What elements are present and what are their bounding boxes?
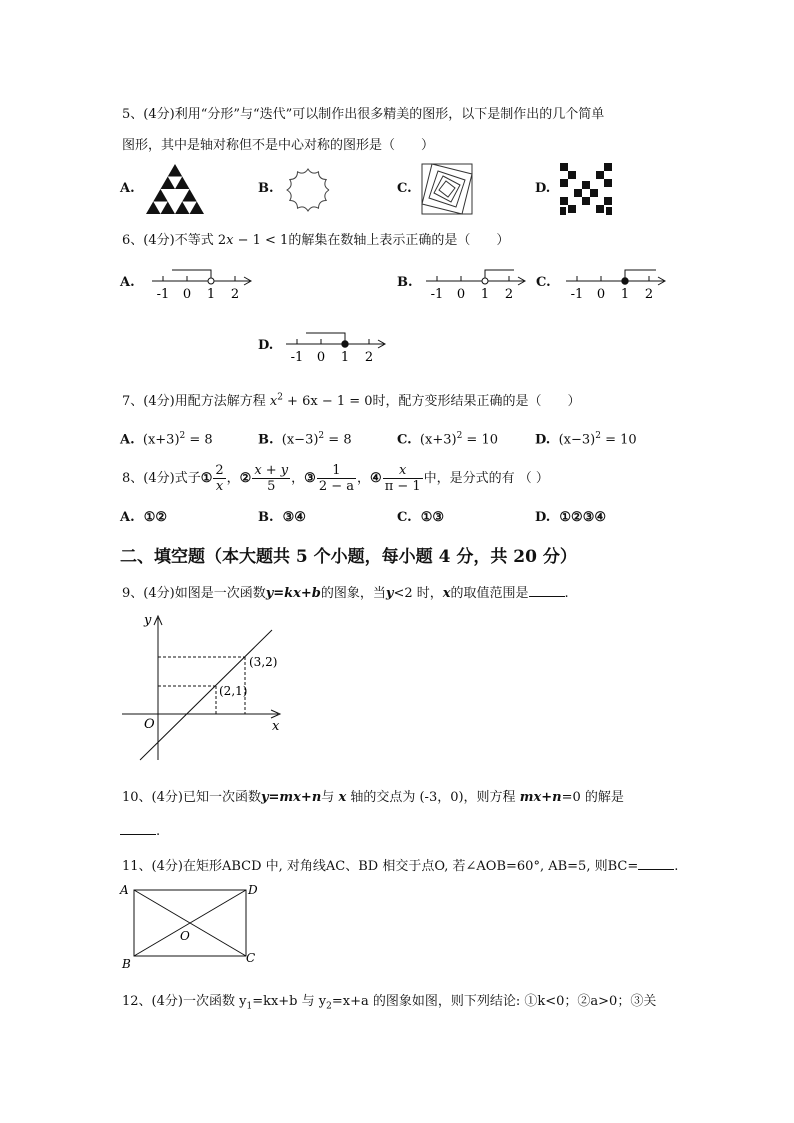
q9-answer-blank[interactable] (529, 584, 565, 597)
q10-text-a: 已知一次函数 (182, 790, 261, 805)
q6-a-tick-4: 2 (230, 287, 240, 302)
q11-stem (122, 855, 678, 874)
q8-sep-3: ， (357, 471, 371, 486)
q8-option-c[interactable] (397, 510, 444, 525)
q11-rectangle-diagram (116, 880, 266, 972)
q6-a-tick-3: 1 (206, 287, 216, 302)
q9-origin-label: O (144, 717, 155, 732)
q10-stem (122, 786, 624, 805)
q12-stem (122, 990, 656, 1012)
nested-rotated-squares-figure (421, 163, 473, 215)
q8-f4-den: π − 1 (384, 479, 421, 494)
q7-c-label: C. (397, 432, 412, 448)
q8-d-label: D. (535, 510, 551, 525)
q5-option-b[interactable]: B. (258, 181, 274, 196)
q10-text-c: 轴的交点为 (-3，0)，则方程 (350, 790, 516, 805)
q7-text-b: 时，配方变形结果正确的是（ ） (372, 394, 581, 409)
q6-option-c[interactable]: C. (536, 275, 551, 290)
q8-f2-num: x + y (254, 463, 289, 478)
q8-mark-2: ② (239, 471, 252, 486)
q6-c-tick-3: 1 (620, 287, 630, 302)
q9-var: x (442, 586, 451, 601)
q7-a-rhs: = 8 (185, 432, 213, 448)
q5-option-d[interactable]: D. (535, 181, 551, 196)
q9-func: y=kx+b (265, 586, 321, 601)
q6-b-tick-2: 0 (456, 287, 466, 302)
q10-prefix: 10、(4分) (122, 790, 183, 805)
q5-option-c[interactable]: C. (397, 181, 412, 196)
q6-c-tick-2: 0 (596, 287, 606, 302)
q8-text-a: 式子 (174, 471, 201, 486)
q6-number-line-d (284, 328, 390, 366)
q8-c-value: ①③ (420, 510, 445, 525)
q7-d-expr: (x−3) (558, 432, 596, 448)
q6-rest: − 1 < 1 (233, 233, 289, 248)
q10-text-d: =0 的解是 (561, 790, 624, 805)
q9-linear-function-graph (118, 610, 288, 770)
q7-a-label: A. (120, 432, 135, 448)
q7-a-expr: (x+3) (142, 432, 180, 448)
q8-f1-den: x (215, 479, 224, 494)
q8-f1-num: 2 (215, 463, 224, 478)
q12-sub1: 1 (246, 1001, 253, 1012)
q5-line2: 图形，其中是轴对称但不是中心对称的图形是（ ） (122, 138, 435, 153)
q7-stem (122, 390, 581, 409)
q9-point-32: (3,2) (249, 655, 278, 669)
q6-option-a[interactable]: A. (120, 275, 135, 290)
q12-prefix: 12、(4分) (122, 994, 183, 1009)
q10-func: y=mx+n (260, 790, 322, 805)
q6-a-tick-1: -1 (156, 287, 170, 302)
q6-option-b[interactable]: B. (397, 275, 413, 290)
q7-option-d[interactable] (535, 431, 637, 447)
q7-b-rhs: = 8 (324, 432, 352, 448)
q11-label-b: B (122, 957, 131, 971)
q7-prefix: 7、(4分) (122, 394, 175, 409)
q10-end: . (156, 824, 161, 839)
q7-option-a[interactable] (120, 431, 213, 447)
q11-text: 在矩形ABCD 中, 对角线AC、BD 相交于点O, 若∠AOB=60°, AB=5, 则BC= (182, 859, 639, 874)
q7-text-a: 用配方法解方程 (174, 394, 266, 409)
q6-a-tick-2: 0 (182, 287, 192, 302)
q10-answer-line (120, 822, 160, 839)
q9-prefix: 9、(4分) (122, 586, 175, 601)
q8-mark-1: ① (200, 471, 213, 486)
q7-c-expr: (x+3) (419, 432, 457, 448)
q8-f2-den: 5 (267, 479, 276, 494)
q8-b-value: ③④ (282, 510, 306, 525)
q6-c-tick-1: -1 (570, 287, 584, 302)
q7-equation (270, 394, 373, 409)
q7-c-rhs: = 10 (462, 432, 498, 448)
q10-text-b: 与 (321, 790, 335, 805)
q12-text-a: 一次函数 y (182, 994, 247, 1009)
q9-end: . (564, 586, 569, 601)
q6-b-tick-4: 2 (504, 287, 514, 302)
q11-label-a: A (120, 883, 129, 897)
q6-d-tick-3: 1 (340, 350, 350, 365)
q7-d-label: D. (535, 432, 551, 448)
q8-f4-num: x (383, 463, 423, 479)
q9-point-21: (2,1) (219, 684, 248, 698)
q8-f3-den: 2 − a (318, 479, 355, 494)
q11-answer-blank[interactable] (638, 857, 674, 870)
q8-mark-4: ④ (370, 471, 382, 486)
q7-b-expr: (x−3) (281, 432, 319, 448)
q8-option-a[interactable] (120, 510, 167, 525)
q6-c-tick-4: 2 (644, 287, 654, 302)
q6-number-line-c (564, 265, 670, 303)
q6-d-tick-1: -1 (290, 350, 304, 365)
q9-cond: <2 时， (393, 586, 443, 601)
q6-var: x (226, 233, 234, 248)
q5-line1 (122, 103, 604, 122)
q7-b-exp: 2 (318, 431, 325, 441)
q8-option-b[interactable] (258, 510, 306, 525)
q6-option-d[interactable]: D. (258, 338, 274, 353)
q7-a-exp: 2 (179, 431, 186, 441)
q6-inequality (218, 233, 288, 248)
checker-x-pattern-figure (560, 163, 612, 215)
q6-stem (122, 229, 509, 248)
q6-text-a: 不等式 (174, 233, 214, 248)
q7-d-exp: 2 (595, 431, 601, 441)
q9-cond-var: y (385, 586, 394, 601)
sierpinski-triangle-figure (144, 162, 206, 216)
q12-text-c: =x+a 的图象如图，则下列结论: ①k<0；②a>0；③关 (331, 994, 657, 1009)
q9-text-c: 的取值范围是 (450, 586, 529, 601)
q6-b-tick-3: 1 (480, 287, 490, 302)
q11-label-d: D (248, 883, 258, 897)
q7-eq-base: x (269, 394, 278, 409)
q6-number-line-a (150, 265, 256, 303)
q11-label-c: C (246, 951, 256, 965)
q8-f3-num: 1 (317, 463, 356, 479)
koch-snowflake-figure (282, 164, 334, 216)
q11-end: . (674, 859, 679, 874)
q8-sep-1: ， (226, 471, 240, 486)
q10-eq: mx+n (519, 790, 562, 805)
q7-option-b[interactable] (258, 431, 352, 447)
q11-prefix: 11、(4分) (122, 859, 183, 874)
q12-sub2: 2 (326, 1001, 332, 1012)
q6-b-tick-1: -1 (430, 287, 444, 302)
q5-option-a[interactable]: A. (120, 181, 135, 196)
q8-stem (122, 462, 549, 496)
q9-x-label: x (272, 719, 280, 734)
q12-text-b: =kx+b 与 y (252, 994, 327, 1009)
q7-c-exp: 2 (456, 431, 463, 441)
q9-stem (122, 582, 569, 601)
q8-a-label: A. (120, 510, 135, 525)
q8-fraction-1 (213, 463, 225, 494)
q6-d-tick-2: 0 (316, 350, 326, 365)
q8-fraction-3 (317, 463, 356, 494)
q8-mark-3: ③ (304, 471, 316, 486)
q10-answer-blank[interactable] (120, 822, 156, 835)
q7-b-label: B. (258, 432, 274, 448)
q8-fraction-2 (252, 463, 290, 494)
q9-text-b: 的图象，当 (320, 586, 386, 601)
q9-text-a: 如图是一次函数 (174, 586, 266, 601)
section-title: 二、填空题（本大题共 5 个小题，每小题 4 分，共 20 分） (120, 547, 577, 567)
q8-d-value: ①②③④ (559, 510, 607, 525)
q6-d-tick-4: 2 (364, 350, 374, 365)
q7-option-c[interactable] (397, 431, 498, 447)
q7-eq-exp: 2 (277, 392, 283, 403)
q8-prefix: 8、(4分) (122, 471, 175, 486)
q9-y-label: y (144, 613, 152, 628)
q6-coef: 2 (217, 233, 227, 248)
q7-d-rhs: = 10 (600, 432, 637, 448)
q8-b-label: B. (258, 510, 274, 525)
q8-fraction-4 (383, 463, 423, 494)
q5-text1: 利用“分形”与“迭代”可以制作出很多精美的图形，以下是制作出的几个简单 (174, 107, 605, 122)
q8-option-d[interactable] (535, 510, 606, 525)
q6-text-b: 的解集在数轴上表示正确的是（ ） (288, 233, 510, 248)
q6-prefix: 6、(4分) (122, 233, 175, 248)
q6-number-line-b (424, 265, 530, 303)
q7-eq-rest: + 6x − 1 = 0 (282, 394, 373, 409)
q8-a-value: ①② (143, 510, 167, 525)
q8-sep-2: ， (291, 471, 305, 486)
q8-c-label: C. (397, 510, 412, 525)
q5-prefix: 5、(4分) (122, 107, 175, 122)
q10-axis: x (338, 790, 347, 805)
q8-text-b: 中，是分式的有 （ ） (423, 471, 549, 486)
q11-label-o: O (180, 929, 190, 943)
